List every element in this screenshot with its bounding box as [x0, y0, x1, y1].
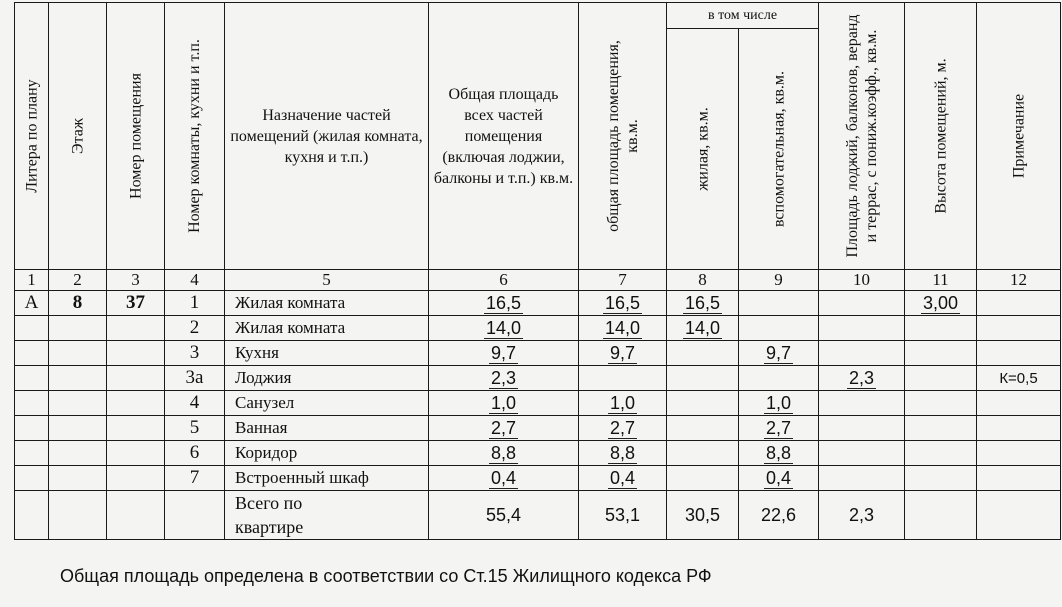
living-value [667, 366, 739, 391]
etazh-cell: 8 [49, 291, 107, 316]
total-all-value: 2,3 [429, 366, 579, 391]
loggia-value [819, 441, 905, 466]
header-vspomogatelnaya: вспомогательная, кв.м. [739, 29, 819, 270]
column-number: 8 [667, 270, 739, 291]
total-value: 16,5 [579, 291, 667, 316]
loggia-value: 2,3 [819, 366, 905, 391]
living-value [667, 441, 739, 466]
note-value [977, 441, 1061, 466]
room-purpose: Встроенный шкаф [225, 466, 429, 491]
column-number: 6 [429, 270, 579, 291]
totals-loggia: 2,3 [819, 491, 905, 540]
totals-total-all: 55,4 [429, 491, 579, 540]
loggia-value [819, 341, 905, 366]
header-naznachenie: Назначение частей помещений (жилая комната, кухня и т.п.) [225, 3, 429, 270]
litera-cell: А [15, 291, 49, 316]
note-value: К=0,5 [977, 366, 1061, 391]
loggia-value [819, 291, 905, 316]
aux-value [739, 366, 819, 391]
header-litera: Литера по плану [15, 3, 49, 270]
room-purpose: Лоджия [225, 366, 429, 391]
living-value: 14,0 [667, 316, 739, 341]
table-row [15, 441, 1061, 466]
table-row [15, 416, 1061, 441]
total-all-value: 8,8 [429, 441, 579, 466]
room-number: 5 [165, 416, 225, 441]
note-value [977, 416, 1061, 441]
header-zhilaya: жилая, кв.м. [667, 29, 739, 270]
total-value: 2,7 [579, 416, 667, 441]
table-row [15, 316, 1061, 341]
total-all-value: 2,7 [429, 416, 579, 441]
header-nomer-pomeshcheniya: Номер помещения [107, 3, 165, 270]
total-all-value: 9,7 [429, 341, 579, 366]
room-purpose: Санузел [225, 391, 429, 416]
note-value [977, 466, 1061, 491]
column-number: 3 [107, 270, 165, 291]
room-purpose: Кухня [225, 341, 429, 366]
column-number: 11 [905, 270, 977, 291]
note-value [977, 391, 1061, 416]
header-row [15, 3, 1061, 29]
table-row [15, 466, 1061, 491]
living-value [667, 341, 739, 366]
room-number: 6 [165, 441, 225, 466]
total-value [579, 366, 667, 391]
living-value: 16,5 [667, 291, 739, 316]
header-v-tom-chisle: в том числе [667, 3, 819, 29]
loggia-value [819, 466, 905, 491]
room-number: 3а [165, 366, 225, 391]
living-value [667, 391, 739, 416]
totals-aux: 22,6 [739, 491, 819, 540]
footnote: Общая площадь определена в соответствии со Ст.15 Жилищного кодекса РФ [60, 566, 712, 586]
header-nomer-komnaty: Номер комнаты, кухни и т.п. [165, 3, 225, 270]
header-obshchaya: общая площадь помещения, кв.м. [579, 3, 667, 270]
aux-value: 0,4 [739, 466, 819, 491]
table-row [15, 341, 1061, 366]
room-purpose: Коридор [225, 441, 429, 466]
loggia-value [819, 391, 905, 416]
column-number: 10 [819, 270, 905, 291]
column-number: 12 [977, 270, 1061, 291]
total-all-value: 14,0 [429, 316, 579, 341]
nomer-cell: 37 [107, 291, 165, 316]
room-number: 7 [165, 466, 225, 491]
aux-value: 9,7 [739, 341, 819, 366]
room-number: 2 [165, 316, 225, 341]
header-lodzhii: Площадь лоджий, балконов, веранд и террас, с пониж.коэфф., кв.м. [819, 3, 905, 270]
loggia-value [819, 316, 905, 341]
loggia-value [819, 416, 905, 441]
room-number: 4 [165, 391, 225, 416]
header-primechanie: Примечание [977, 3, 1061, 270]
column-number: 9 [739, 270, 819, 291]
aux-value: 1,0 [739, 391, 819, 416]
total-all-value: 1,0 [429, 391, 579, 416]
table-row [15, 366, 1061, 391]
column-number: 5 [225, 270, 429, 291]
living-value [667, 416, 739, 441]
room-purpose: Жилая комната [225, 291, 429, 316]
column-number: 1 [15, 270, 49, 291]
total-value: 14,0 [579, 316, 667, 341]
aux-value: 2,7 [739, 416, 819, 441]
total-value: 9,7 [579, 341, 667, 366]
total-value: 8,8 [579, 441, 667, 466]
room-purpose: Ванная [225, 416, 429, 441]
aux-value [739, 291, 819, 316]
aux-value: 8,8 [739, 441, 819, 466]
room-number: 1 [165, 291, 225, 316]
table-row [15, 291, 1061, 316]
total-all-value: 16,5 [429, 291, 579, 316]
header-vysota: Высота помещений, м. [905, 3, 977, 270]
totals-row [15, 491, 1061, 540]
height-value: 3,00 [905, 291, 977, 316]
header-etazh: Этаж [49, 3, 107, 270]
note-value [977, 341, 1061, 366]
note-value [977, 316, 1061, 341]
total-value: 1,0 [579, 391, 667, 416]
total-all-value: 0,4 [429, 466, 579, 491]
column-number: 4 [165, 270, 225, 291]
table-row [15, 391, 1061, 416]
totals-total: 53,1 [579, 491, 667, 540]
column-number: 7 [579, 270, 667, 291]
header-obshchaya-vseh: Общая площадь всех частей помещения (включая лоджии, балконы и т.п.) кв.м. [429, 3, 579, 270]
column-numbers-row [15, 270, 1061, 291]
totals-label: Всего по квартире [225, 491, 429, 540]
totals-living: 30,5 [667, 491, 739, 540]
column-number: 2 [49, 270, 107, 291]
living-value [667, 466, 739, 491]
explication-table [14, 2, 1061, 540]
aux-value [739, 316, 819, 341]
note-value [977, 291, 1061, 316]
room-number: 3 [165, 341, 225, 366]
room-purpose: Жилая комната [225, 316, 429, 341]
total-value: 0,4 [579, 466, 667, 491]
